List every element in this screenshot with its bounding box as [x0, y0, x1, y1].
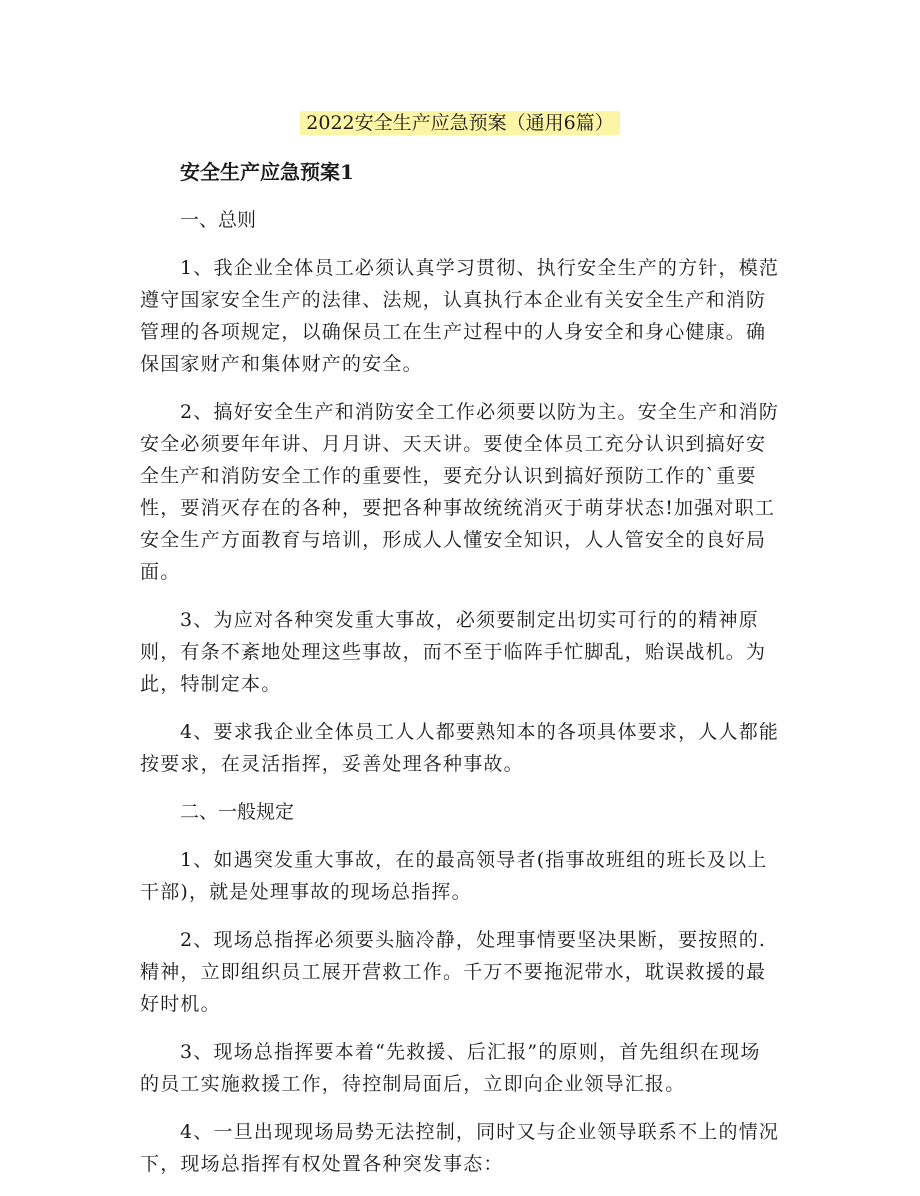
- section-heading: 安全生产应急预案1: [180, 160, 354, 184]
- part1-paragraph-2: 2、搞好安全生产和消防安全工作必须要以防为主。安全生产和消防安全必须要年年讲、月月讲、天天讲。要使全体员工充分认识到搞好安全生产和消防安全工作的重要性，要充分认识到搞好预防工作的`重要性，要消灭存在的各种，要把各种事故统统消灭于萌芽状态!加强对职工安全生产方面教育与培训，形成人人懂安全知识，人人管安全的良好局面。: [140, 401, 780, 583]
- part2-paragraph-4: 4、一旦出现现场局势无法控制，同时又与企业领导联系不上的情况下，现场总指挥有权处置各种突发事态：: [140, 1121, 780, 1175]
- document-body: [140, 156, 780, 1196]
- part2-paragraph-3: 3、现场总指挥要本着“先救援、后汇报”的原则，首先组织在现场的员工实施救援工作，待控制局面后，立即向企业领导汇报。: [140, 1041, 761, 1095]
- document-title-text: 2022安全生产应急预案（通用6篇）: [300, 111, 619, 135]
- part2-paragraph-1: 1、如遇突发重大事故，在的最高领导者(指事故班组的班长及以上干部)，就是处理事故的现场总指挥。: [140, 849, 768, 903]
- part2-paragraph-2: 2、现场总指挥必须要头脑冷静，处理事情要坚决果断，要按照的.精神，立即组织员工展开营救工作。千万不要拖泥带水，耽误救援的最好时机。: [140, 929, 767, 1015]
- part2-heading: 二、一般规定: [180, 801, 295, 823]
- part1-paragraph-4: 4、要求我企业全体员工人人都要熟知本的各项具体要求，人人都能按要求，在灵活指挥，妥善处理各种事故。: [140, 721, 780, 775]
- document-title: [0, 108, 920, 138]
- part1-paragraph-1: 1、我企业全体员工必须认真学习贯彻、执行安全生产的方针，模范遵守国家安全生产的法律、法规，认真执行本企业有关安全生产和消防管理的各项规定，以确保员工在生产过程中的人身安全和身心健康。确保国家财产和集体财产的安全。: [140, 257, 780, 375]
- part1-heading: 一、总则: [180, 209, 257, 231]
- part1-paragraph-3: 3、为应对各种突发重大事故，必须要制定出切实可行的的精神原则，有条不紊地处理这些事故，而不至于临阵手忙脚乱，贻误战机。为此，特制定本。: [140, 609, 767, 695]
